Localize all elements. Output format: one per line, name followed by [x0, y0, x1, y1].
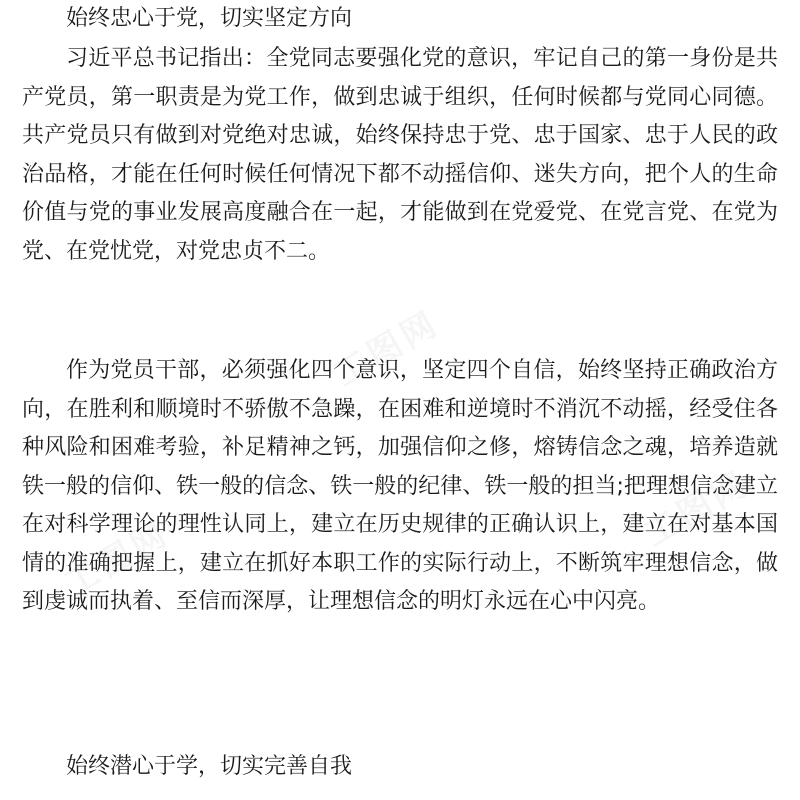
paragraph-2: 作为党员干部，必须强化四个意识，坚定四个自信，始终坚持正确政治方向，在胜利和顺境时不骄傲不急躁，在困难和逆境时不消沉不动摇，经受住各种风险和困难考验，补足精神之钙，加强信仰之修，熔铸信念之魂，培养造就铁一般的信仰、铁一般的信念、铁一般的纪律、铁一般的担当;把理想信念建立在对科学理论的理性认同上，建立在历史规律的正确认识上，建立在对基本国情的准确把握上，建立在抓好本职工作的实际行动上，不断筑牢理想信念，做到虔诚而执着、至信而深厚，让理想信念的明灯永远在心中闪亮。 — [22, 358, 778, 614]
section-heading-1: 始终忠心于党，切实坚定方向 — [66, 6, 353, 31]
section-heading-2: 始终潜心于学，切实完善自我 — [66, 754, 353, 779]
watermark-logo: 工图网 — [57, 513, 177, 605]
watermark-logo: 工图网 — [327, 303, 447, 395]
paragraph-1: 习近平总书记指出：全党同志要强化党的意识，牢记自己的第一身份是共产党员，第一职责是为党工作，做到忠诚于组织，任何时候都与党同心同德。共产党员只有做到对党绝对忠诚，始终保持忠于党、忠于国家、忠于人民的政治品格，才能在任何时候任何情况下都不动摇信仰、迷失方向，把个人的生命价值与党的事业发展高度融合在一起，才能做到在党爱党、在党言党、在党为党、在党忧党，对党忠贞不二。 — [22, 46, 778, 264]
watermark-logo: 工图网 — [637, 463, 757, 555]
